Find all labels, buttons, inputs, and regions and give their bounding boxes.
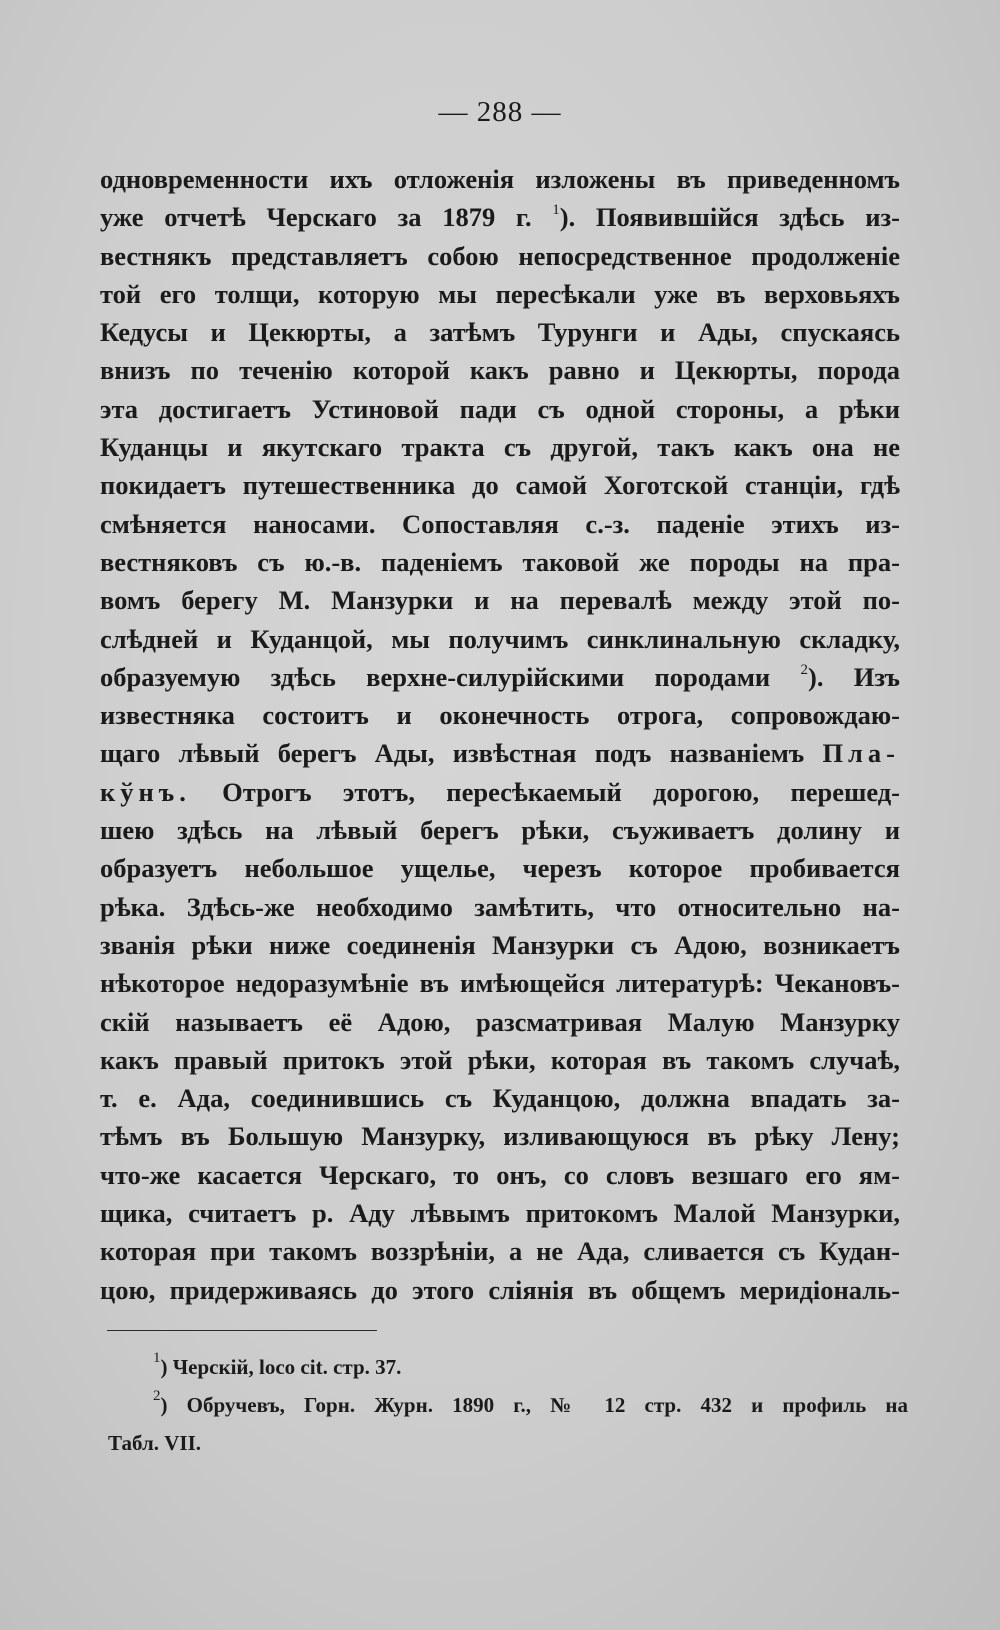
text-line: вестняковъ съ ю.-в. паденіемъ таковой же породы на пра- — [100, 546, 900, 577]
text-line: слѣдней и Куданцой, мы получимъ синклинальную складку, — [100, 623, 900, 654]
place-name: Пла- — [822, 738, 900, 769]
text-line: рѣка. Здѣсь-же необходимо замѣтить, что относительно на- — [100, 891, 900, 922]
text-line: Куданцы и якутскаго тракта съ другой, такъ какъ она не — [100, 432, 900, 463]
text-line: тѣмъ въ Большую Манзурку, изливающуюся въ рѣку Лену; — [100, 1121, 900, 1152]
footnote-1: $^1$) Черскій, loco cit. стр. 37. — [153, 1350, 402, 1379]
page-number: — 288 — — [438, 96, 562, 128]
text-line: Кедусы и Цекюрты, а затѣмъ Турунги и Ады, спускаясь — [100, 317, 900, 348]
place-name: кўнъ. — [100, 776, 191, 807]
footnote-2-continuation: Табл. VII. — [108, 1431, 202, 1455]
text-line: вестнякъ представляетъ собою непосредственное продолженіе — [100, 240, 900, 271]
text-line: одновременности ихъ отложенія изложены въ приведенномъ — [100, 164, 900, 194]
text-line: которая при такомъ воззрѣніи, а не Ада, сливается съ Кудан- — [100, 1236, 900, 1267]
footnote-divider — [107, 1330, 377, 1331]
body-text — [100, 160, 900, 1309]
text-line: нѣкоторое недоразумѣніе въ имѣющейся литературѣ: Чекановъ- — [100, 968, 900, 999]
text-line: званія рѣки ниже соединенія Манзурки съ Адою, возникаетъ — [100, 929, 900, 960]
text-line: эта достигаетъ Устиновой пади съ одной стороны, а рѣки — [100, 393, 900, 424]
text-line: той его толщи, которую мы пересѣкали уже въ верховьяхъ — [100, 278, 900, 309]
footnote-ref: 1 — [552, 202, 560, 219]
text-line: щика, считаетъ р. Аду лѣвымъ притокомъ Малой Манзурки, — [100, 1198, 900, 1229]
footnotes — [108, 1348, 908, 1462]
text-line: шею здѣсь на лѣвый берегъ рѣки, съуживаетъ долину и — [100, 815, 900, 846]
text-line: внизъ по теченію которой какъ равно и Цекюрты, порода — [100, 355, 900, 386]
text-line: т. е. Ада, соединившись съ Куданцою, должна впадать за- — [100, 1083, 900, 1114]
text-line: образуемую здѣсь верхне-силурійскими породами $^2$). Изъ — [100, 661, 901, 692]
text-line: цою, придерживаясь до этого слiянія въ общемъ меридіональ- — [100, 1274, 900, 1305]
footnote-ref: 2 — [800, 661, 809, 678]
text-line: покидаетъ путешественника до самой Хоготской станціи, гдѣ — [100, 470, 900, 501]
text-line: смѣняется наносами. Сопоставляя с.-з. паденіе этихъ из- — [100, 508, 900, 539]
text-line: известняка состоитъ и оконечность отрога, сопровождаю- — [100, 700, 900, 731]
text-line: образуетъ небольшое ущелье, черезъ которое пробивается — [100, 853, 900, 884]
text-line: что-же касается Черскаго, то онъ, со словъ везшаго его ям- — [100, 1159, 900, 1190]
text-line: скій называетъ её Адою, разсматривая Малую Манзурку — [100, 1006, 900, 1037]
text-line: какъ правый притокъ этой рѣки, которая въ такомъ случаѣ, — [100, 1044, 900, 1075]
footnote-2: $^2$) Обручевъ, Горн. Журн. 1890 г., № 12 стр. 432 и профиль на — [153, 1388, 908, 1417]
text-line: уже отчетѣ Черскаго за 1879 г. $^1$). Появившійся здѣсь из- — [100, 202, 901, 233]
text-line: кўнъ. Отрогъ этотъ, пересѣкаемый дорогою, перешед- — [100, 776, 900, 807]
text-line: щаго лѣвый берегъ Ады, извѣстная подъ названіемъ Пла- — [100, 738, 900, 769]
text-line: вомъ берегу М. Манзурки и на перевалѣ между этой по- — [100, 585, 900, 616]
